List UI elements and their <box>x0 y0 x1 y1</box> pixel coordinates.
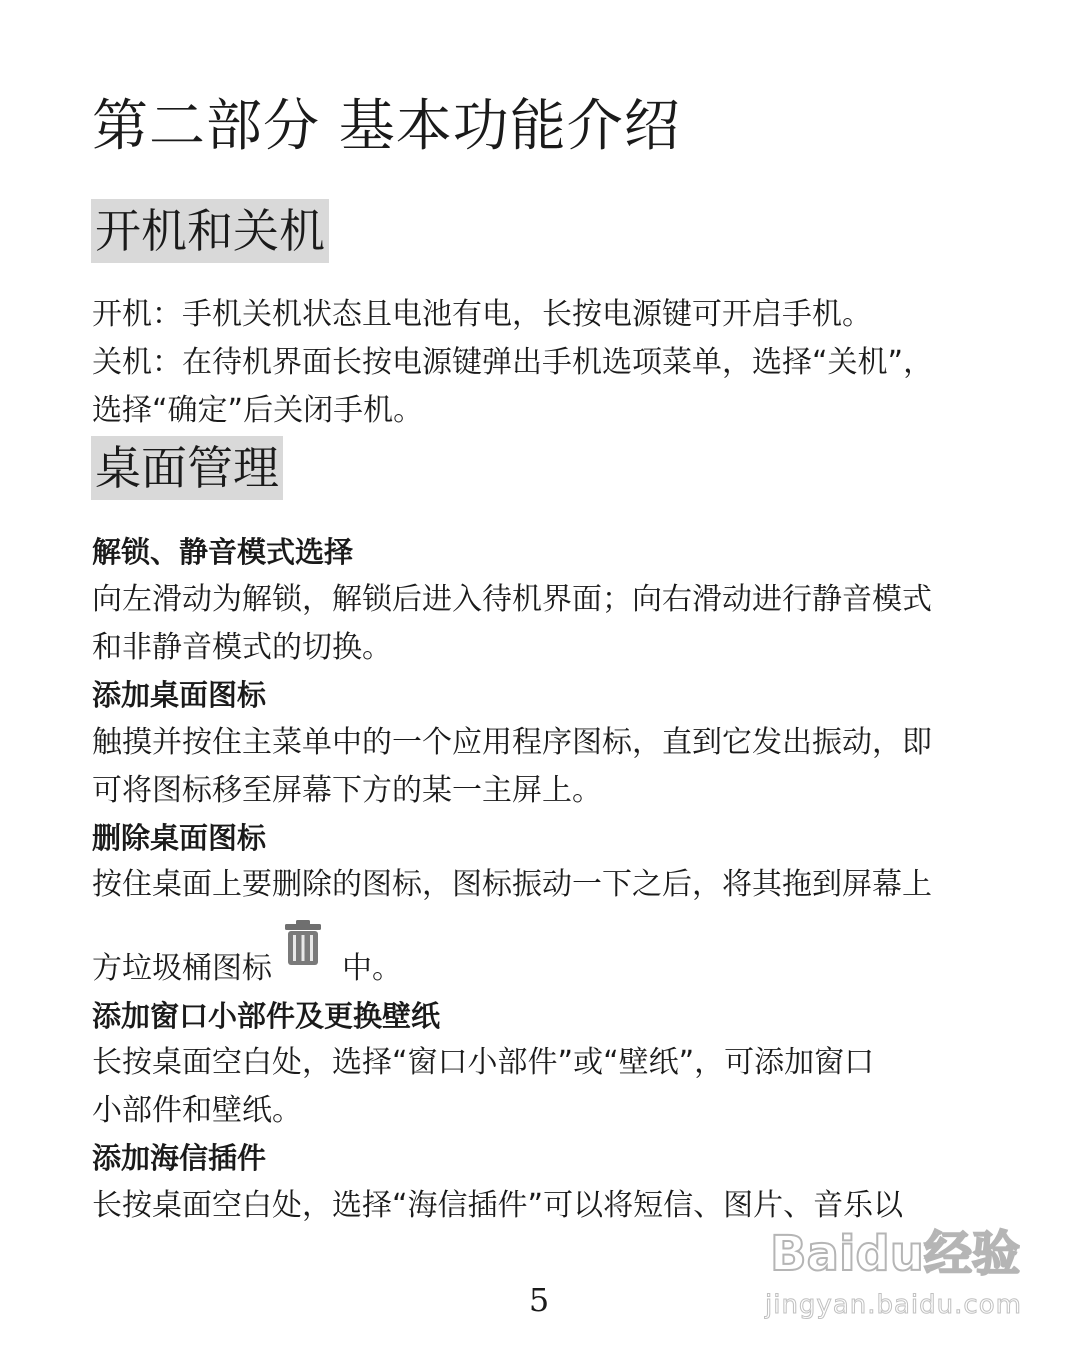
subheading-delete-icon: 删除桌面图标 <box>92 821 267 855</box>
delete-icon-text-line2b: 中。 <box>342 951 402 986</box>
delete-icon-text-line1: 按住桌面上要删除的图标，图标振动一下之后，将其拖到屏幕上 <box>92 867 932 902</box>
trash-icon <box>284 920 322 966</box>
subheading-add-icon: 添加桌面图标 <box>92 678 267 712</box>
section-heading-power: 开机和关机 <box>91 199 329 263</box>
watermark-url: jingyan.baidu.com <box>765 1290 1022 1320</box>
subheading-unlock: 解锁、静音模式选择 <box>92 535 354 569</box>
unlock-text-line2: 和非静音模式的切换。 <box>92 630 392 665</box>
power-off-text-cont: 选择“确定”后关闭手机。 <box>92 393 424 428</box>
subheading-hisense: 添加海信插件 <box>92 1141 267 1175</box>
watermark-logo: Baidu经验 <box>770 1226 1020 1282</box>
delete-icon-text-line2a: 方垃圾桶图标 <box>92 951 272 986</box>
power-on-text: 开机：手机关机状态且电池有电，长按电源键可开启手机。 <box>92 297 872 332</box>
page-number: 5 <box>528 1281 550 1319</box>
widgets-text-line2: 小部件和壁纸。 <box>92 1093 302 1128</box>
add-icon-text-line2: 可将图标移至屏幕下方的某一主屏上。 <box>92 773 602 808</box>
page-title: 第二部分 基本功能介绍 <box>92 94 681 159</box>
hisense-text-line1: 长按桌面空白处，选择“海信插件”可以将短信、图片、音乐以 <box>92 1188 904 1223</box>
widgets-text-line1: 长按桌面空白处，选择“窗口小部件”或“壁纸”，可添加窗口 <box>92 1045 875 1080</box>
power-off-text: 关机：在待机界面长按电源键弹出手机选项菜单，选择“关机”， <box>92 345 934 380</box>
unlock-text-line1: 向左滑动为解锁，解锁后进入待机界面；向右滑动进行静音模式 <box>92 582 932 617</box>
subheading-widgets: 添加窗口小部件及更换壁纸 <box>92 999 441 1033</box>
section-heading-desktop: 桌面管理 <box>91 436 283 500</box>
add-icon-text-line1: 触摸并按住主菜单中的一个应用程序图标，直到它发出振动，即 <box>92 725 932 760</box>
